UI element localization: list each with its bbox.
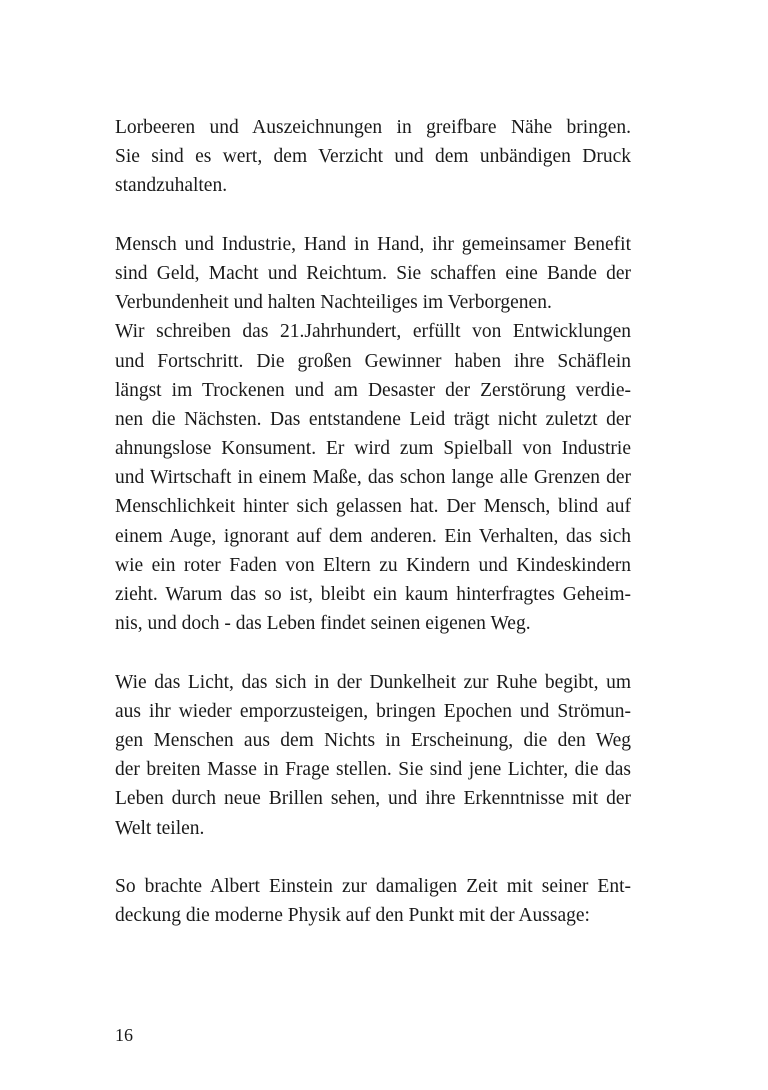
text-line: Wie das Licht, das sich in der Dunkelheit zur Ruhe begibt, um bbox=[115, 671, 631, 693]
text-line: wie ein roter Faden von Eltern zu Kindern und Kindeskindern bbox=[115, 554, 631, 576]
body-text bbox=[115, 113, 631, 930]
text-line: aus ihr wieder emporzusteigen, bringen Epochen und Strömun- bbox=[115, 700, 631, 722]
text-line: standzuhalten. bbox=[115, 175, 228, 197]
text-line: Wir schreiben das 21.Jahrhundert, erfüllt von Entwicklungen bbox=[115, 321, 631, 343]
paragraph-spacer bbox=[115, 843, 631, 872]
paragraph-3 bbox=[115, 668, 631, 843]
text-line: ahnungslose Konsument. Er wird zum Spielball von Industrie bbox=[115, 438, 631, 460]
text-line: nis, und doch - das Leben findet seinen eigenen Weg. bbox=[115, 613, 531, 635]
text-line: Lorbeeren und Auszeichnungen in greifbare Nähe bringen. bbox=[115, 117, 631, 138]
text-line: Welt teilen. bbox=[115, 817, 205, 839]
paragraph-4 bbox=[115, 872, 631, 930]
text-line: zieht. Warum das so ist, bleibt ein kaum hinterfragtes Geheim- bbox=[115, 584, 631, 605]
text-line: Mensch und Industrie, Hand in Hand, ihr gemeinsamer Benefit bbox=[115, 233, 631, 255]
text-line: und Fortschritt. Die großen Gewinner haben ihre Schäflein bbox=[115, 350, 631, 372]
text-line: längst im Trockenen und am Desaster der Zerstörung verdie- bbox=[115, 379, 631, 401]
text-line: Leben durch neue Brillen sehen, und ihre Erkenntnisse mit der bbox=[115, 788, 631, 810]
text-line: und Wirtschaft in einem Maße, das schon lange alle Grenzen der bbox=[115, 467, 631, 489]
text-line: So brachte Albert Einstein zur damaligen Zeit mit seiner Ent- bbox=[115, 875, 631, 897]
text-line: nen die Nächsten. Das entstandene Leid trägt nicht zuletzt der bbox=[115, 408, 631, 430]
paragraph-spacer bbox=[115, 201, 631, 230]
text-line: deckung die moderne Physik auf den Punkt mit der Aussage: bbox=[115, 905, 590, 927]
text-line: einem Auge, ignorant auf dem anderen. Ein Verhalten, das sich bbox=[115, 525, 631, 547]
paragraph-2 bbox=[115, 230, 631, 639]
text-line: Verbundenheit und halten Nachteiliges im Verborgenen. bbox=[115, 292, 552, 314]
text-line: sind Geld, Macht und Reichtum. Sie schaffen eine Bande der bbox=[115, 262, 631, 284]
page-number: 16 bbox=[115, 1025, 133, 1045]
paragraph-spacer bbox=[115, 638, 631, 667]
text-line: der breiten Masse in Frage stellen. Sie sind jene Lichter, die das bbox=[115, 759, 631, 781]
text-line: gen Menschen aus dem Nichts in Erscheinung, die den Weg bbox=[115, 729, 631, 751]
text-line: Sie sind es wert, dem Verzicht und dem unbändigen Druck bbox=[115, 146, 631, 168]
paragraph-1 bbox=[115, 113, 631, 201]
text-line: Menschlichkeit hinter sich gelassen hat. Der Mensch, blind auf bbox=[115, 496, 631, 518]
